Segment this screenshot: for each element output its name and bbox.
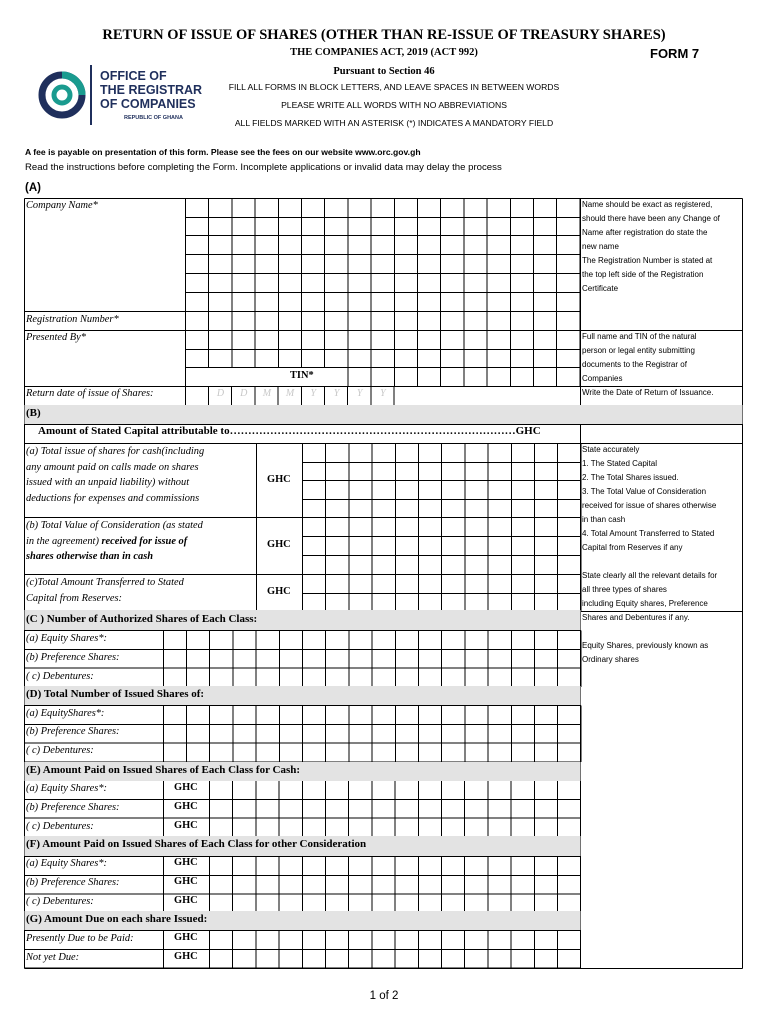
- registration-number-label: Registration Number*: [26, 314, 119, 325]
- instruction-no-abbreviations: PLEASE WRITE ALL WORDS WITH NO ABBREVIATIONS: [281, 100, 507, 110]
- consideration-label: (b) Total Value of Consideration (as stated in the agreement) received for issue of shares otherwise than in cash: [26, 520, 203, 562]
- logo-line-3: OF COMPANIES: [100, 97, 196, 111]
- date-placeholder: D: [216, 388, 225, 399]
- cash-issue-currency: GHC: [267, 474, 291, 485]
- section-reference: Pursuant to Section 46: [333, 66, 435, 77]
- section-e-debentures-currency: GHC: [174, 820, 198, 831]
- form-title: RETURN OF ISSUE OF SHARES (OTHER THAN RE-ISSUE OF TREASURY SHARES): [102, 27, 666, 43]
- return-date-label: Return date of issue of Shares:: [26, 388, 154, 399]
- section-f-preference-currency: GHC: [174, 876, 198, 887]
- date-placeholder: Y: [333, 388, 340, 399]
- section-c-heading: (C ) Number of Authorized Shares of Each Class:: [26, 613, 258, 625]
- act-reference: THE COMPANIES ACT, 2019 (ACT 992): [290, 47, 478, 58]
- consideration-currency: GHC: [267, 539, 291, 550]
- reserves-currency: GHC: [267, 586, 291, 597]
- company-name-label: Company Name*: [26, 200, 98, 211]
- date-placeholder: Y: [310, 388, 317, 399]
- date-placeholder: D: [240, 388, 248, 399]
- date-placeholder: Y: [356, 388, 363, 399]
- section-c-debentures-label: ( c) Debentures:: [26, 671, 94, 682]
- section-e-preference-label: (b) Preference Shares:: [26, 802, 120, 813]
- section-d-equity-label: (a) EquityShares*:: [26, 708, 105, 719]
- section-f-equity-label: (a) Equity Shares*:: [26, 858, 107, 869]
- reserves-transfer-label: (c)Total Amount Transferred to Stated Capital from Reserves:: [26, 577, 184, 604]
- section-e-debentures-label: ( c) Debentures:: [26, 821, 94, 832]
- section-f-preference-label: (b) Preference Shares:: [26, 877, 120, 888]
- company-name-note: Name should be exact as registered, should there have been any Change of Name after registration do state the new name The Registration Number is stated at the top left side of the Registration Certificate: [582, 200, 720, 293]
- section-c-preference-label: (b) Preference Shares:: [26, 652, 120, 663]
- section-f-debentures-label: ( c) Debentures:: [26, 896, 94, 907]
- stated-capital-line: Amount of Stated Capital attributable to……………………………………………………………………GHC: [38, 425, 541, 437]
- fee-notice: A fee is payable on presentation of this form. Please see the fees on our website www.orc.gov.gh: [25, 147, 421, 157]
- date-placeholder: Y: [380, 388, 386, 399]
- section-c-equity-label: (a) Equity Shares*:: [26, 633, 107, 644]
- equity-shares-note: Equity Shares, previously known as Ordinary shares: [582, 641, 709, 664]
- section-d-preference-label: (b) Preference Shares:: [26, 726, 120, 737]
- section-d-heading: (D) Total Number of Issued Shares of:: [26, 688, 205, 700]
- section-e-equity-currency: GHC: [174, 782, 198, 793]
- instruction-block-letters: FILL ALL FORMS IN BLOCK LETTERS, AND LEAVE SPACES IN BETWEEN WORDS: [228, 82, 560, 92]
- section-g-not-yet-due-label: Not yet Due:: [26, 952, 80, 963]
- logo-line-1: OFFICE OF: [100, 69, 167, 83]
- logo-tagline: REPUBLIC OF GHANA: [124, 115, 183, 121]
- section-e-heading: (E) Amount Paid on Issued Shares of Each Class for Cash:: [26, 764, 301, 776]
- section-g-presently-due-label: Presently Due to be Paid:: [26, 933, 134, 944]
- presented-by-note: Full name and TIN of the natural person or legal entity submitting documents to the Registrar of Companies: [582, 332, 697, 383]
- instructions-notice: Read the instructions before completing the Form. Incomplete applications or invalid data may delay the process: [25, 162, 502, 173]
- section-f-debentures-currency: GHC: [174, 895, 198, 906]
- date-placeholder: M: [285, 388, 295, 399]
- section-g-not-yet-due-currency: GHC: [174, 951, 198, 962]
- section-e-equity-label: (a) Equity Shares*:: [26, 783, 107, 794]
- section-d-debentures-label: ( c) Debentures:: [26, 745, 94, 756]
- section-b-heading: (B): [26, 407, 41, 419]
- section-g-presently-due-currency: GHC: [174, 932, 198, 943]
- section-b-note: State accurately 1. The Stated Capital 2. The Total Shares issued. 3. The Total Value of Consideration received for issue of shares otherwise in than cash 4. Total Amount Transferred to Stated Capital from Reserves if any: [582, 445, 717, 552]
- page-number: 1 of 2: [369, 990, 399, 1002]
- return-date-note: Write the Date of Return of Issuance.: [582, 388, 714, 397]
- section-f-heading: (F) Amount Paid on Issued Shares of Each Class for other Consideration: [26, 838, 367, 850]
- section-e-preference-currency: GHC: [174, 801, 198, 812]
- logo-line-2: THE REGISTRAR: [100, 83, 203, 97]
- section-a-heading: (A): [25, 182, 41, 194]
- cash-issue-label: (a) Total issue of shares for cash(including any amount paid on calls made on shares issued with an unpaid liability) without deductions for expenses and commissions: [26, 446, 205, 504]
- form-number: FORM 7: [650, 46, 700, 61]
- tin-label: TIN*: [290, 370, 314, 381]
- instruction-mandatory-fields: ALL FIELDS MARKED WITH AN ASTERISK (*) INDICATES A MANDATORY FIELD: [234, 118, 554, 128]
- section-f-equity-currency: GHC: [174, 857, 198, 868]
- presented-by-label: Presented By*: [26, 332, 86, 343]
- section-g-heading: (G) Amount Due on each share Issued:: [26, 913, 208, 925]
- date-placeholder: M: [262, 388, 272, 399]
- share-classes-note: State clearly all the relevant details for all three types of shares including Equity shares, Preference Shares and Debentures if any.: [582, 571, 718, 622]
